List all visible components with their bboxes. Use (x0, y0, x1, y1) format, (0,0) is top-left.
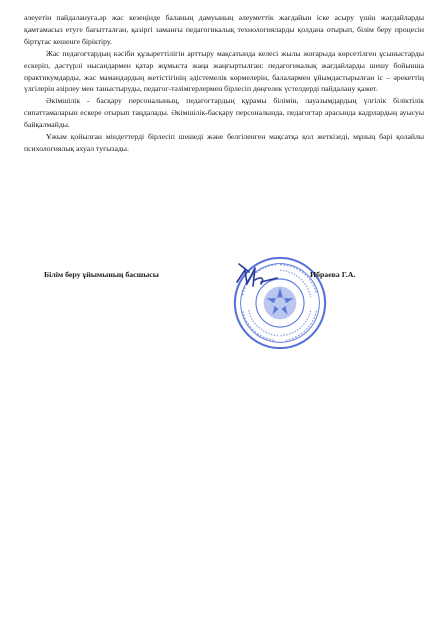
handwritten-signature (231, 258, 291, 294)
signer-name: Ибраева Г.А. (310, 270, 356, 279)
paragraph-2: Жас педагогтардың кәсіби құзыреттілігін арттыру мақсатында келесі жылы жоғарыда көрсетілген ұсыныстарды ескеріп, дәстүрлі нысандармен қатар жұмыста жаңа жаңғыртылған: педагогикалық жағдайларды шешу бойынша практикумдарды, жас мамандардың жетістігінің әдістемелік көрмелерін, балалармен ұйымдастырылған іс – әрекеттің үлгілерін әзірлеу мен таныстыруды, педагог-тәлімгерлермен бірлесіп дөңгелек үстелдерді пайдалану қажет. (24, 48, 424, 94)
signature-title: Білім беру ұйымының басшысы (44, 270, 159, 279)
paragraph-3: Әкімшілік - басқару персоналының, педагогтардың құрамы білімін, лауазымдардың үлгілік біліктілік сипаттамаларын ескере отырып таңдалады. Әкімшілік-басқару персоналында, педагогтар арасында кадрлардың ауысуы байқалмайды. (24, 96, 424, 130)
paragraph-1: әлеуетін пайдалануға,әр жас кезеңінде баланың дамуының әлеуметтік жағдайын іске асыру үшін жағдайларды қамтамасыз етуге бағытталған, қазіргі заманғы педагогикалық технологияларды қолдана отырып, білім беру процесін біртұтас кешенге біріктіру. (24, 13, 424, 46)
paragraph-4: Ұжым қойылған міндеттерді бірлесіп шешеді және белгіленген мақсатқа қол жеткізеді, мұның бәрі қолайлы психологиялық ахуал туғызады. (24, 132, 424, 153)
document-body (24, 12, 424, 155)
